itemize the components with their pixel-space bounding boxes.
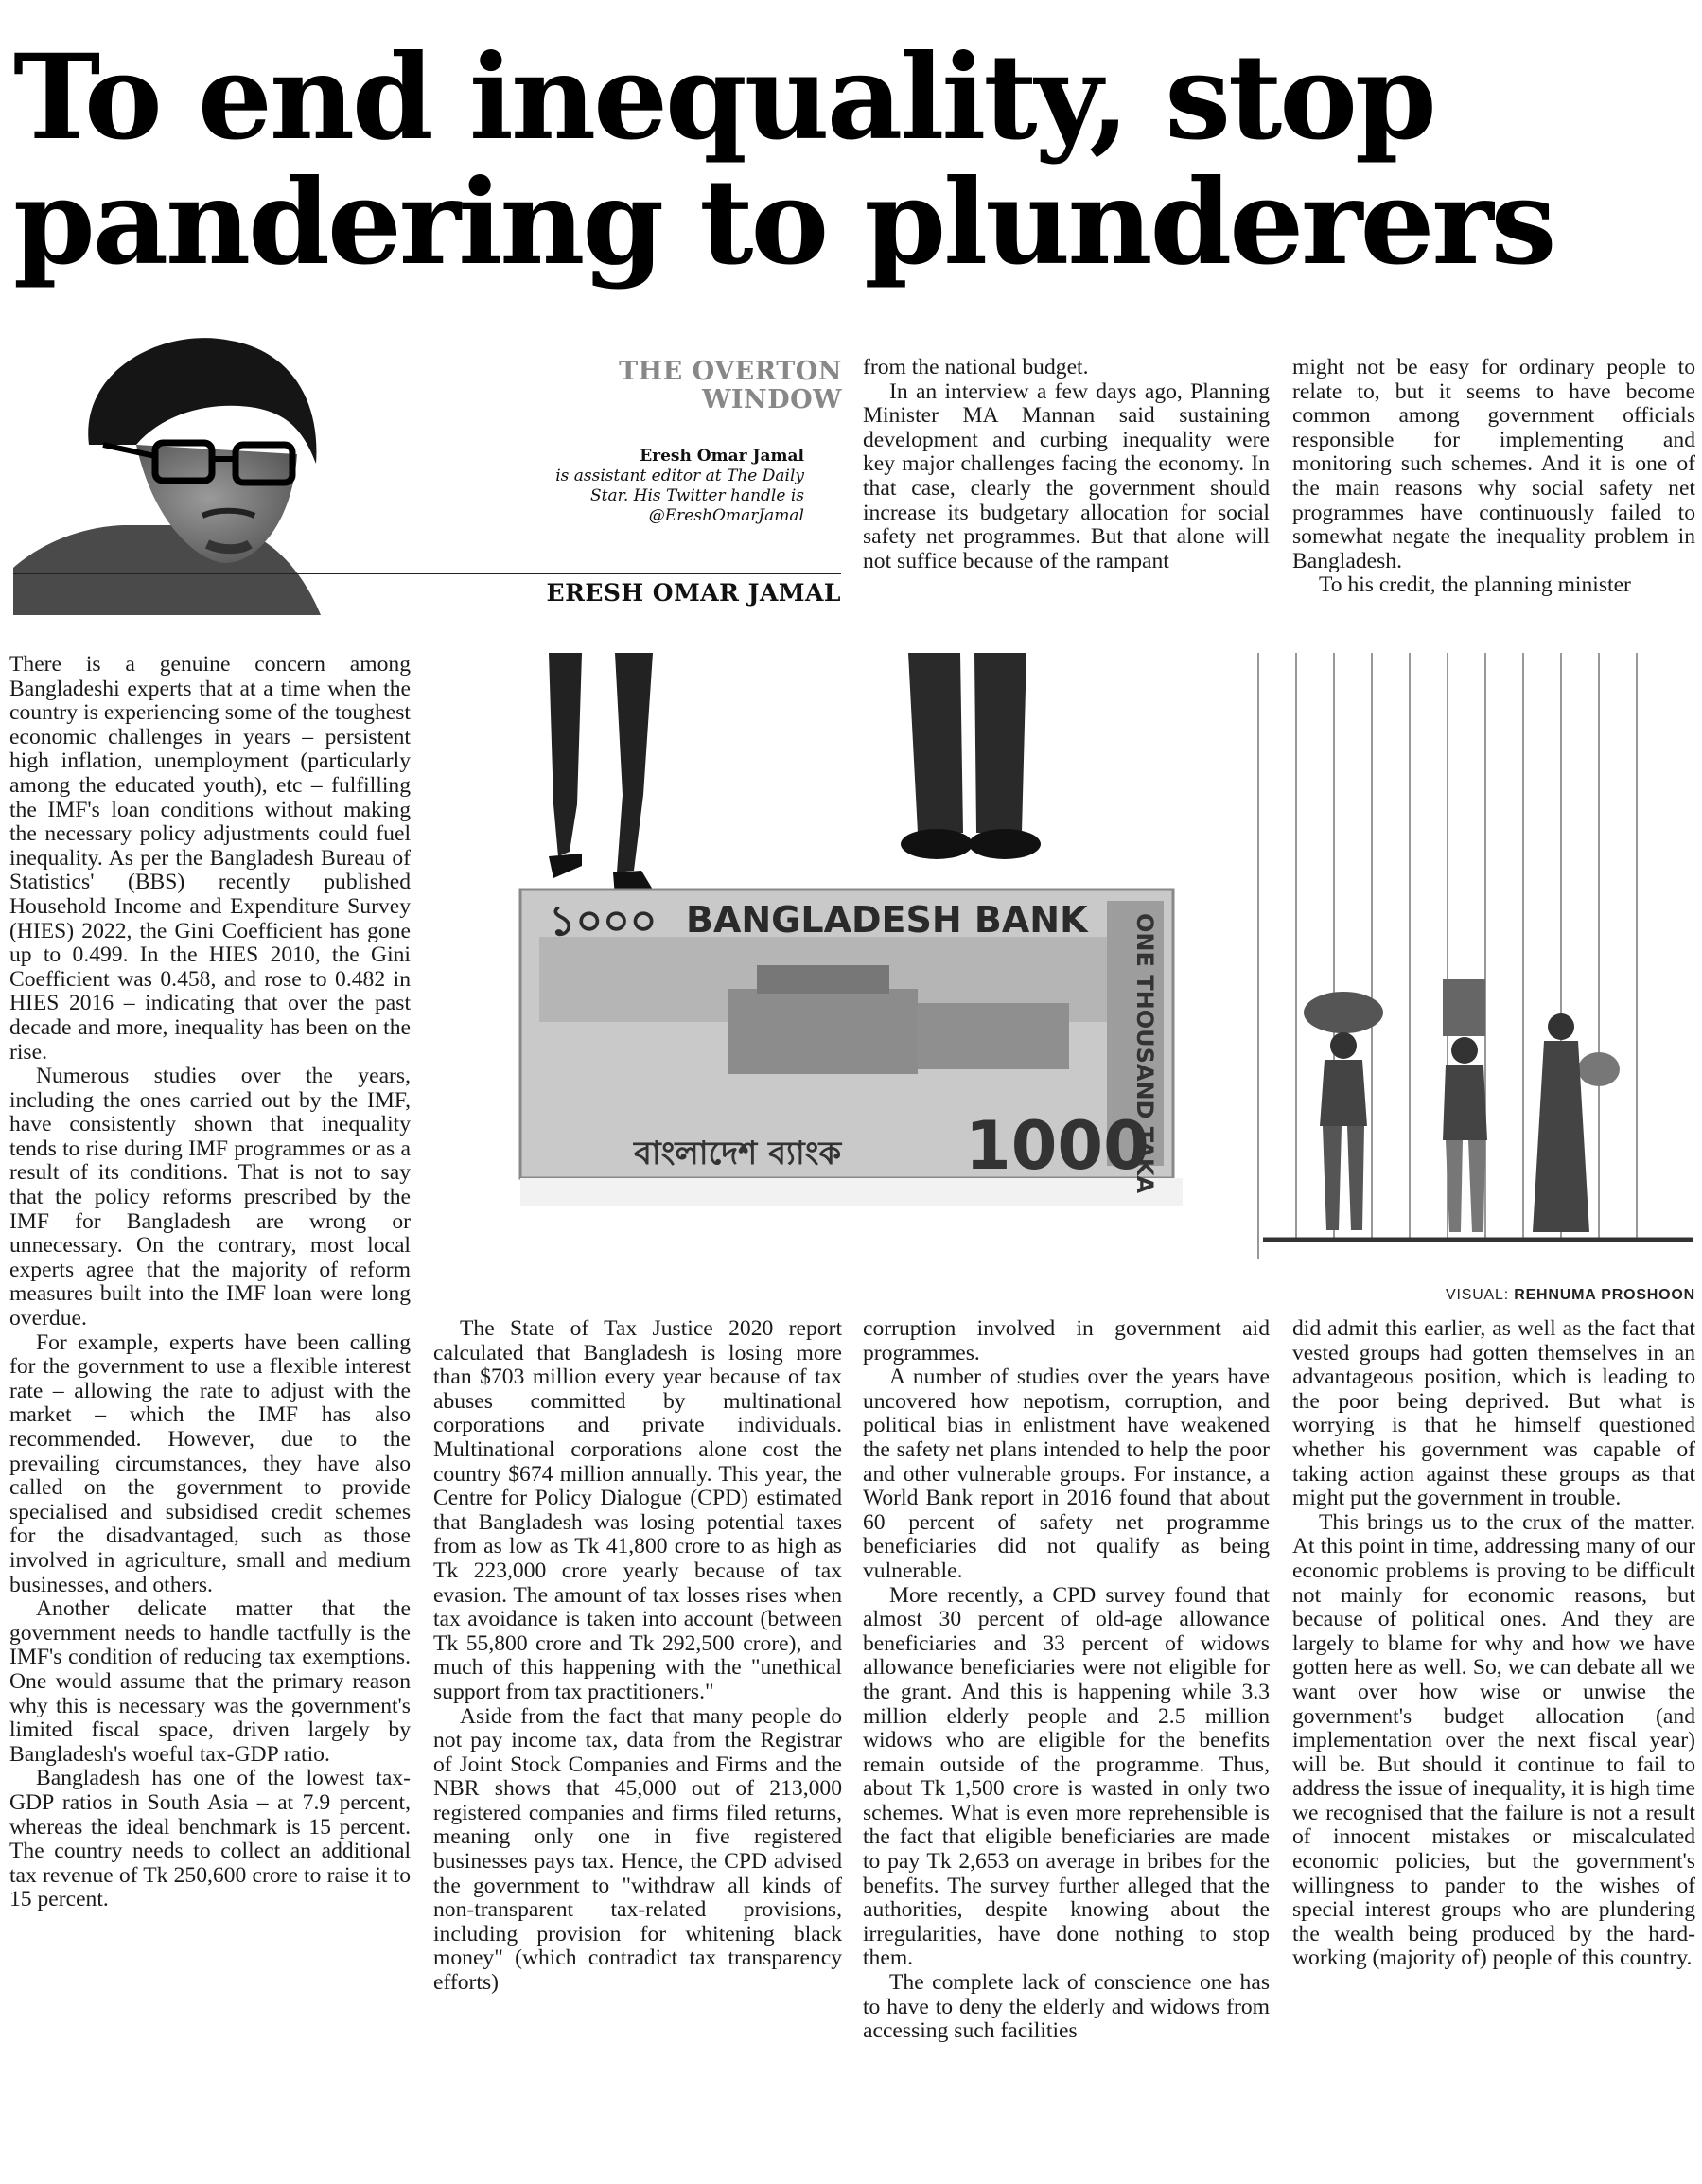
visual-credit-label: VISUAL: xyxy=(1446,1287,1509,1303)
banknote-side-text: ONE THOUSAND TAKA xyxy=(1132,913,1158,1194)
paragraph: corruption involved in government aid programmes. xyxy=(863,1316,1270,1365)
column-3-bottom xyxy=(863,1317,1270,2044)
byline-rule xyxy=(13,573,841,574)
paragraph: did admit this earlier, as well as the fact that vested groups had gotten themselves in an advantageous position, which is leading to the poor being deprived. But what is worrying is that he himself questioned whether his government was capable of taking action against these groups as that might put the government in trouble. xyxy=(1292,1316,1695,1511)
paragraph: To his credit, the planning minister xyxy=(1319,572,1631,598)
banknote xyxy=(520,889,1183,1206)
paragraph: Bangladesh has one of the lowest tax-GDP ratios in South Asia – at 7.9 percent, whereas the ideal benchmark is 15 percent. The country needs to collect an additional tax revenue of Tk 250,600 crore to raise it to 15 percent. xyxy=(9,1766,411,1912)
headline: To end inequality, stop pandering to plunderers xyxy=(13,29,1554,291)
man-legs-figure xyxy=(901,653,1041,859)
author-photo xyxy=(13,331,576,615)
column-4-bottom xyxy=(1292,1317,1695,1971)
author-bio: is assistant editor at The Daily Star. His Twitter handle is @EreshOmarJamal xyxy=(555,467,804,525)
column-4-top xyxy=(1292,356,1695,598)
banknote-bank-name: BANGLADESH BANK xyxy=(686,899,1088,941)
banknote-value: 1000 xyxy=(965,1107,1149,1185)
paragraph: A number of studies over the years have uncovered how nepotism, corruption, and political bias in enlistment have weakened the safety net plans intended to help the poor and other vulnerable groups. For instance, a World Bank report in 2016 found that about 60 percent of safety net programme beneficiaries did not qualify as being vulnerable. xyxy=(863,1365,1270,1583)
author-portrait xyxy=(13,331,576,615)
worker-figure-2 xyxy=(1443,979,1487,1232)
paragraph: might not be easy for ordinary people to relate to, but it seems to have become common among government officials responsible for implementing and monitoring such schemes. And it is one of the main reasons why social safety net programmes have continuously failed to somewhat negate the inequality problem in Bangladesh. xyxy=(1292,355,1695,573)
paragraph: Another delicate matter that the government needs to handle tactfully is the IMF's condition of reducing tax exemptions. One would assume that the primary reason why this is necessary was the government's limited fiscal space, driven largely by Bangladesh's woeful tax-GDP ratio. xyxy=(9,1596,411,1767)
column-3-top xyxy=(863,356,1270,573)
paragraph: The complete lack of conscience one has to have to deny the elderly and widows from accessing such facilities xyxy=(863,1970,1270,2044)
author-bio-block xyxy=(530,447,804,526)
paragraph: More recently, a CPD survey found that almost 30 percent of old-age allowance beneficiaries and 33 percent of widows allowance beneficiaries were not eligible for the grant. And this is happening while 3.3 million elderly people and 2.5 million widows who are eligible for the benefits remain outside of the programme. Thus, about Tk 1,500 crore is wasted in only two schemes. What is even more reprehensible is the fact that eligible beneficiaries are made to pay Tk 2,653 on average in bribes for the benefits. The survey further alleged that the authorities, despite knowing about the irregularities, have done nothing to stop them. xyxy=(863,1582,1270,1971)
worker-figure-3 xyxy=(1533,1013,1620,1232)
illustration-art xyxy=(511,653,1693,1277)
column-2 xyxy=(433,1317,842,1996)
paragraph: There is a genuine concern among Bangladeshi experts that at a time when the country is experiencing some of the toughest economic challenges in years – persistent high inflation, unemployment (particularly among the educated youth), etc – fulfilling the IMF's loan conditions without making the necessary policy adjustments could fuel inequality. As per the Bangladesh Bureau of Statistics' (BBS) recently published Household Income and Expenditure Survey (HIES) 2022, the Gini Coefficient has gone up to 0.499. In the HIES 2010, the Gini Coefficient was 0.458, and rose to 0.482 in HIES 2016 – indicating that over the past decade and more, inequality has been on the rise. xyxy=(9,652,411,1065)
column-name: THE OVERTON WINDOW xyxy=(619,357,842,414)
paragraph: The State of Tax Justice 2020 report calculated that Bangladesh is losing more than $703 million every year because of tax abuses committed by multinational corporations and private individuals. Multinational corporations alone cost the country $674 million annually. This year, the Centre for Policy Dialogue (CPD) estimated that Bangladesh was losing potential taxes from as low as Tk 41,800 crore to as high as Tk 223,000 crore yearly because of tax evasion. The amount of tax losses rises when tax avoidance is taken into account (between Tk 55,800 crore and Tk 292,500 crore), and much of this happening with the "unethical support from tax practitioners." xyxy=(433,1316,842,1704)
paragraph: In an interview a few days ago, Planning Minister MA Mannan said sustaining development and curbing inequality were key major challenges facing the economy. In that case, clearly the government should increase its budgetary allocation for social safety net programmes. But that alone will not suffice because of the rampant xyxy=(863,379,1270,573)
visual-credit xyxy=(1306,1287,1695,1304)
paragraph: For example, experts have been calling for the government to use a flexible interest rate – allowing the rate to adjust with the market – which the IMF has also recommended. However, due to the prevailing circumstances, they have also called on the government to provide specialised and subsidised credit schemes for the disadvantaged, such as those involved in agriculture, small and medium businesses, and others. xyxy=(9,1330,411,1597)
illustration xyxy=(511,653,1693,1277)
paragraph: Aside from the fact that many people do not pay income tax, data from the Registrar of Joint Stock Companies and Firms and the NBR shows that 45,000 out of 213,000 registered companies and firms filed returns, meaning only one in five registered businesses pays tax. Hence, the CPD advised the government to "withdraw all kinds of non-transparent tax-related provisions, including provision for whitening black money" (which contradict tax transparency efforts) xyxy=(433,1703,842,1996)
paragraph: Numerous studies over the years, including the ones carried out by the IMF, have consistently shown that inequality tends to rise during IMF programmes or as a result of its conditions. That is not to say that the policy reforms prescribed by the IMF for Bangladesh are wrong or unnecessary. On the contrary, most local experts agree that the majority of reform measures built into the IMF loan were long overdue. xyxy=(9,1064,411,1331)
paragraph: from the national budget. xyxy=(863,355,1089,379)
woman-legs-figure xyxy=(549,653,653,897)
author-name: Eresh Omar Jamal xyxy=(640,447,804,466)
visual-credit-name: REHNUMA PROSHOON xyxy=(1514,1287,1695,1303)
byline: ERESH OMAR JAMAL xyxy=(546,579,841,607)
banknote-bengali-text: বাংলাদেশ ব্যাংক xyxy=(634,1135,842,1172)
column-1 xyxy=(9,653,411,1912)
banknote-corner-value: ১০০০ xyxy=(549,897,658,945)
paragraph: This brings us to the crux of the matter. At this point in time, addressing many of our economic problems is proving to be difficult not mainly for economic reasons, but because of political ones. And they are largely to blame for why and how we have gotten here as well. So, we can debate all we want over how wise or unwise the government's budget allocation (and implementation over the next fiscal year) will be. But should it continue to fail to address the issue of inequality, it is high time we recognised that the failure is not a result of innocent mistakes or miscalculated economic policies, but the government's willingness to pander to the wishes of special interest groups who are plundering the wealth being produced by the hard-working (majority of) people of this country. xyxy=(1292,1509,1695,1971)
